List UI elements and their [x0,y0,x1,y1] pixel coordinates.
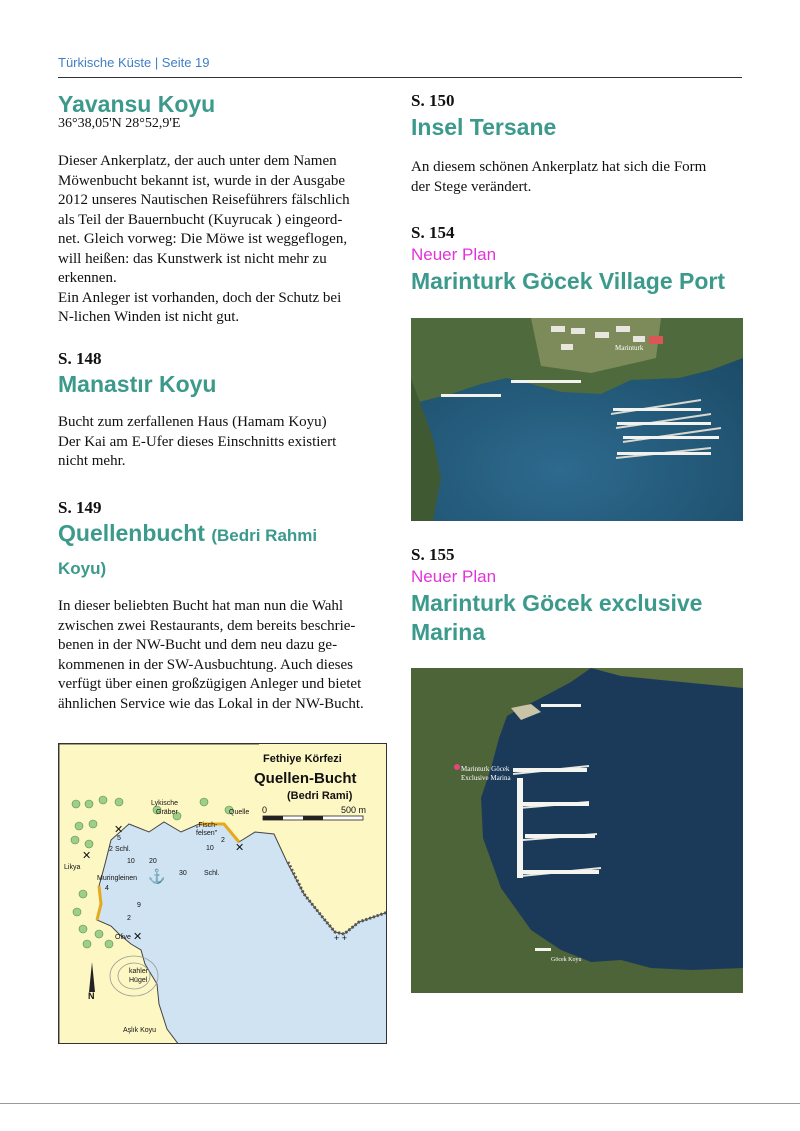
section-title: Manastır Koyu [58,371,217,397]
depth: 9 [137,902,141,909]
footer-rule [0,1103,800,1104]
label-graeber: Gräber [156,809,178,816]
text-line: als Teil der Bauernbucht (Kuyrucak ) eingeord- [58,211,343,228]
text-line: Der Kai am E-Ufer dieses Einschnitts existiert [58,433,337,450]
depth: 2 [127,915,131,922]
depth: 10 [127,858,135,865]
text-line: Möwenbucht bekannt ist, wurde in der Ausgabe [58,172,346,189]
label-fisch: „Fisch- [196,822,218,829]
text-line: nicht mehr. [58,453,126,469]
photo-label: Göcek Koyu [551,957,582,963]
text-line: zwischen zwei Restaurants, dem bereits beschrie- [58,617,356,634]
new-plan-label: Neuer Plan [411,567,497,586]
section-title-line2 [58,552,393,583]
page-reference: S. 148 [58,349,102,368]
label-schl: Schl. [204,870,220,877]
map-title-3: (Bedri Rami) [287,790,353,802]
scale-bar-segment [263,816,283,820]
restaurant-icon: ✕ [133,931,143,943]
text-line: erkennen. [58,270,117,286]
label-quelle: Quelle [229,809,250,816]
section-text [58,597,393,714]
page-reference: S. 150 [411,91,455,110]
label-huegel: Hügel [129,977,148,984]
text-line: N-lichen Winden ist nicht gut. [58,309,240,325]
harbor-symbol-icon: + + [334,933,348,943]
location-pin-icon [454,764,460,770]
new-plan-label: Neuer Plan [411,245,497,264]
photo-graphic [411,668,743,993]
chart-graphic [59,744,387,1044]
depth: 30 [179,870,187,877]
depth: 10 [206,845,214,852]
label-north: N [88,991,95,1001]
nautical-chart-quellen-bucht [58,743,387,1044]
running-header: Türkische Küste | Seite 19 [58,55,210,70]
label-olive: Olive [115,934,131,941]
scale-bar-segment [303,816,323,820]
title-sub: (Bedri Rahmi [211,526,318,545]
photo-label: Exclusive Marina [461,774,511,782]
text-line: Ein Anleger ist vorhanden, doch der Schutz bei [58,289,342,306]
aerial-photo-exclusive-marina [411,668,743,993]
section-title: Marinturk Göcek Village Port [411,268,726,294]
text-line: benen in der NW-Bucht und dem neu dazu ge- [58,637,338,653]
text-line: verfügt über einen großzügigen Anleger und bietet [58,676,362,692]
label-lykische: Lykische [151,800,178,807]
page-reference: S. 155 [411,545,455,564]
depth: 5 [117,835,121,842]
label-likya: Likya [64,864,81,871]
depth: 2 [221,837,225,844]
section-tersane [411,90,751,197]
rooftop [649,336,663,344]
title-main: Quellenbucht [58,520,205,546]
aerial-photo-village-port [411,318,743,521]
text-line: Bucht zum zerfallenen Haus (Hamam Koyu) [58,414,327,430]
text-line: ähnlichen Service wie das Lokal in der NW-Bucht. [58,695,364,712]
restaurant-icon: ✕ [235,842,245,854]
text-line: der Stege verändert. [411,178,532,195]
label-kahler: kahler [129,968,149,975]
section-title: Yavansu Koyu [58,91,216,117]
text-line: kommenen in der SW-Ausbuchtung. Auch dieses [58,656,353,673]
section-title [58,519,393,550]
photo-label: Marinturk [615,344,644,352]
text-line: An diesem schönen Ankerplatz hat sich die Form [411,159,707,175]
page-reference: S. 149 [58,498,102,517]
section-manastir [58,348,393,472]
section-exclusive-marina [411,544,756,647]
text-line: Dieser Ankerplatz, der auch unter dem Namen [58,153,337,169]
section-quellenbucht [58,497,393,714]
text-line: In dieser beliebten Bucht hat man nun die Wahl [58,598,344,614]
title-sub-line2: Koyu) [58,559,107,578]
text-line: will heißen: das Kunstwerk ist nicht mehr zu [58,250,327,267]
label-felsen: felsen" [196,830,218,837]
section-text [58,152,393,328]
text-line: 2012 unseres Nautischen Reiseführers fälschlich [58,192,350,208]
section-village-port [411,222,756,296]
label-schl: Schl. [115,846,131,853]
scale-end: 500 m [341,805,367,815]
photo-label: Marinturk Göcek [461,765,510,773]
map-title-2: Quellen-Bucht [254,770,357,787]
section-title: Marinturk Göcek exclusive [411,590,703,616]
anchor-icon: ⚓ [148,868,166,884]
coordinates: 36°38,05'N 28°52,9'E [58,116,181,131]
text-line: net. Gleich vorweg: Die Möwe ist weggeflogen, [58,231,348,247]
label-muringleinen: Muringleinen [97,875,138,882]
depth: 2 [109,846,113,853]
section-yavansu [58,90,393,328]
page-reference: S. 154 [411,223,455,242]
photo-graphic [411,318,743,521]
header-rule [58,77,742,78]
scale-zero: 0 [262,805,268,815]
section-title-line2: Marina [411,619,486,645]
section-text [411,158,751,197]
section-title: Insel Tersane [411,114,557,140]
section-text [58,413,393,472]
restaurant-icon: ✕ [114,824,124,836]
depth: 20 [149,858,157,865]
label-aslik-koyu: Aşlık Koyu [123,1027,157,1034]
depth: 4 [105,885,109,892]
restaurant-icon: ✕ [82,850,92,862]
map-title-1: Fethiye Körfezi [263,753,342,765]
